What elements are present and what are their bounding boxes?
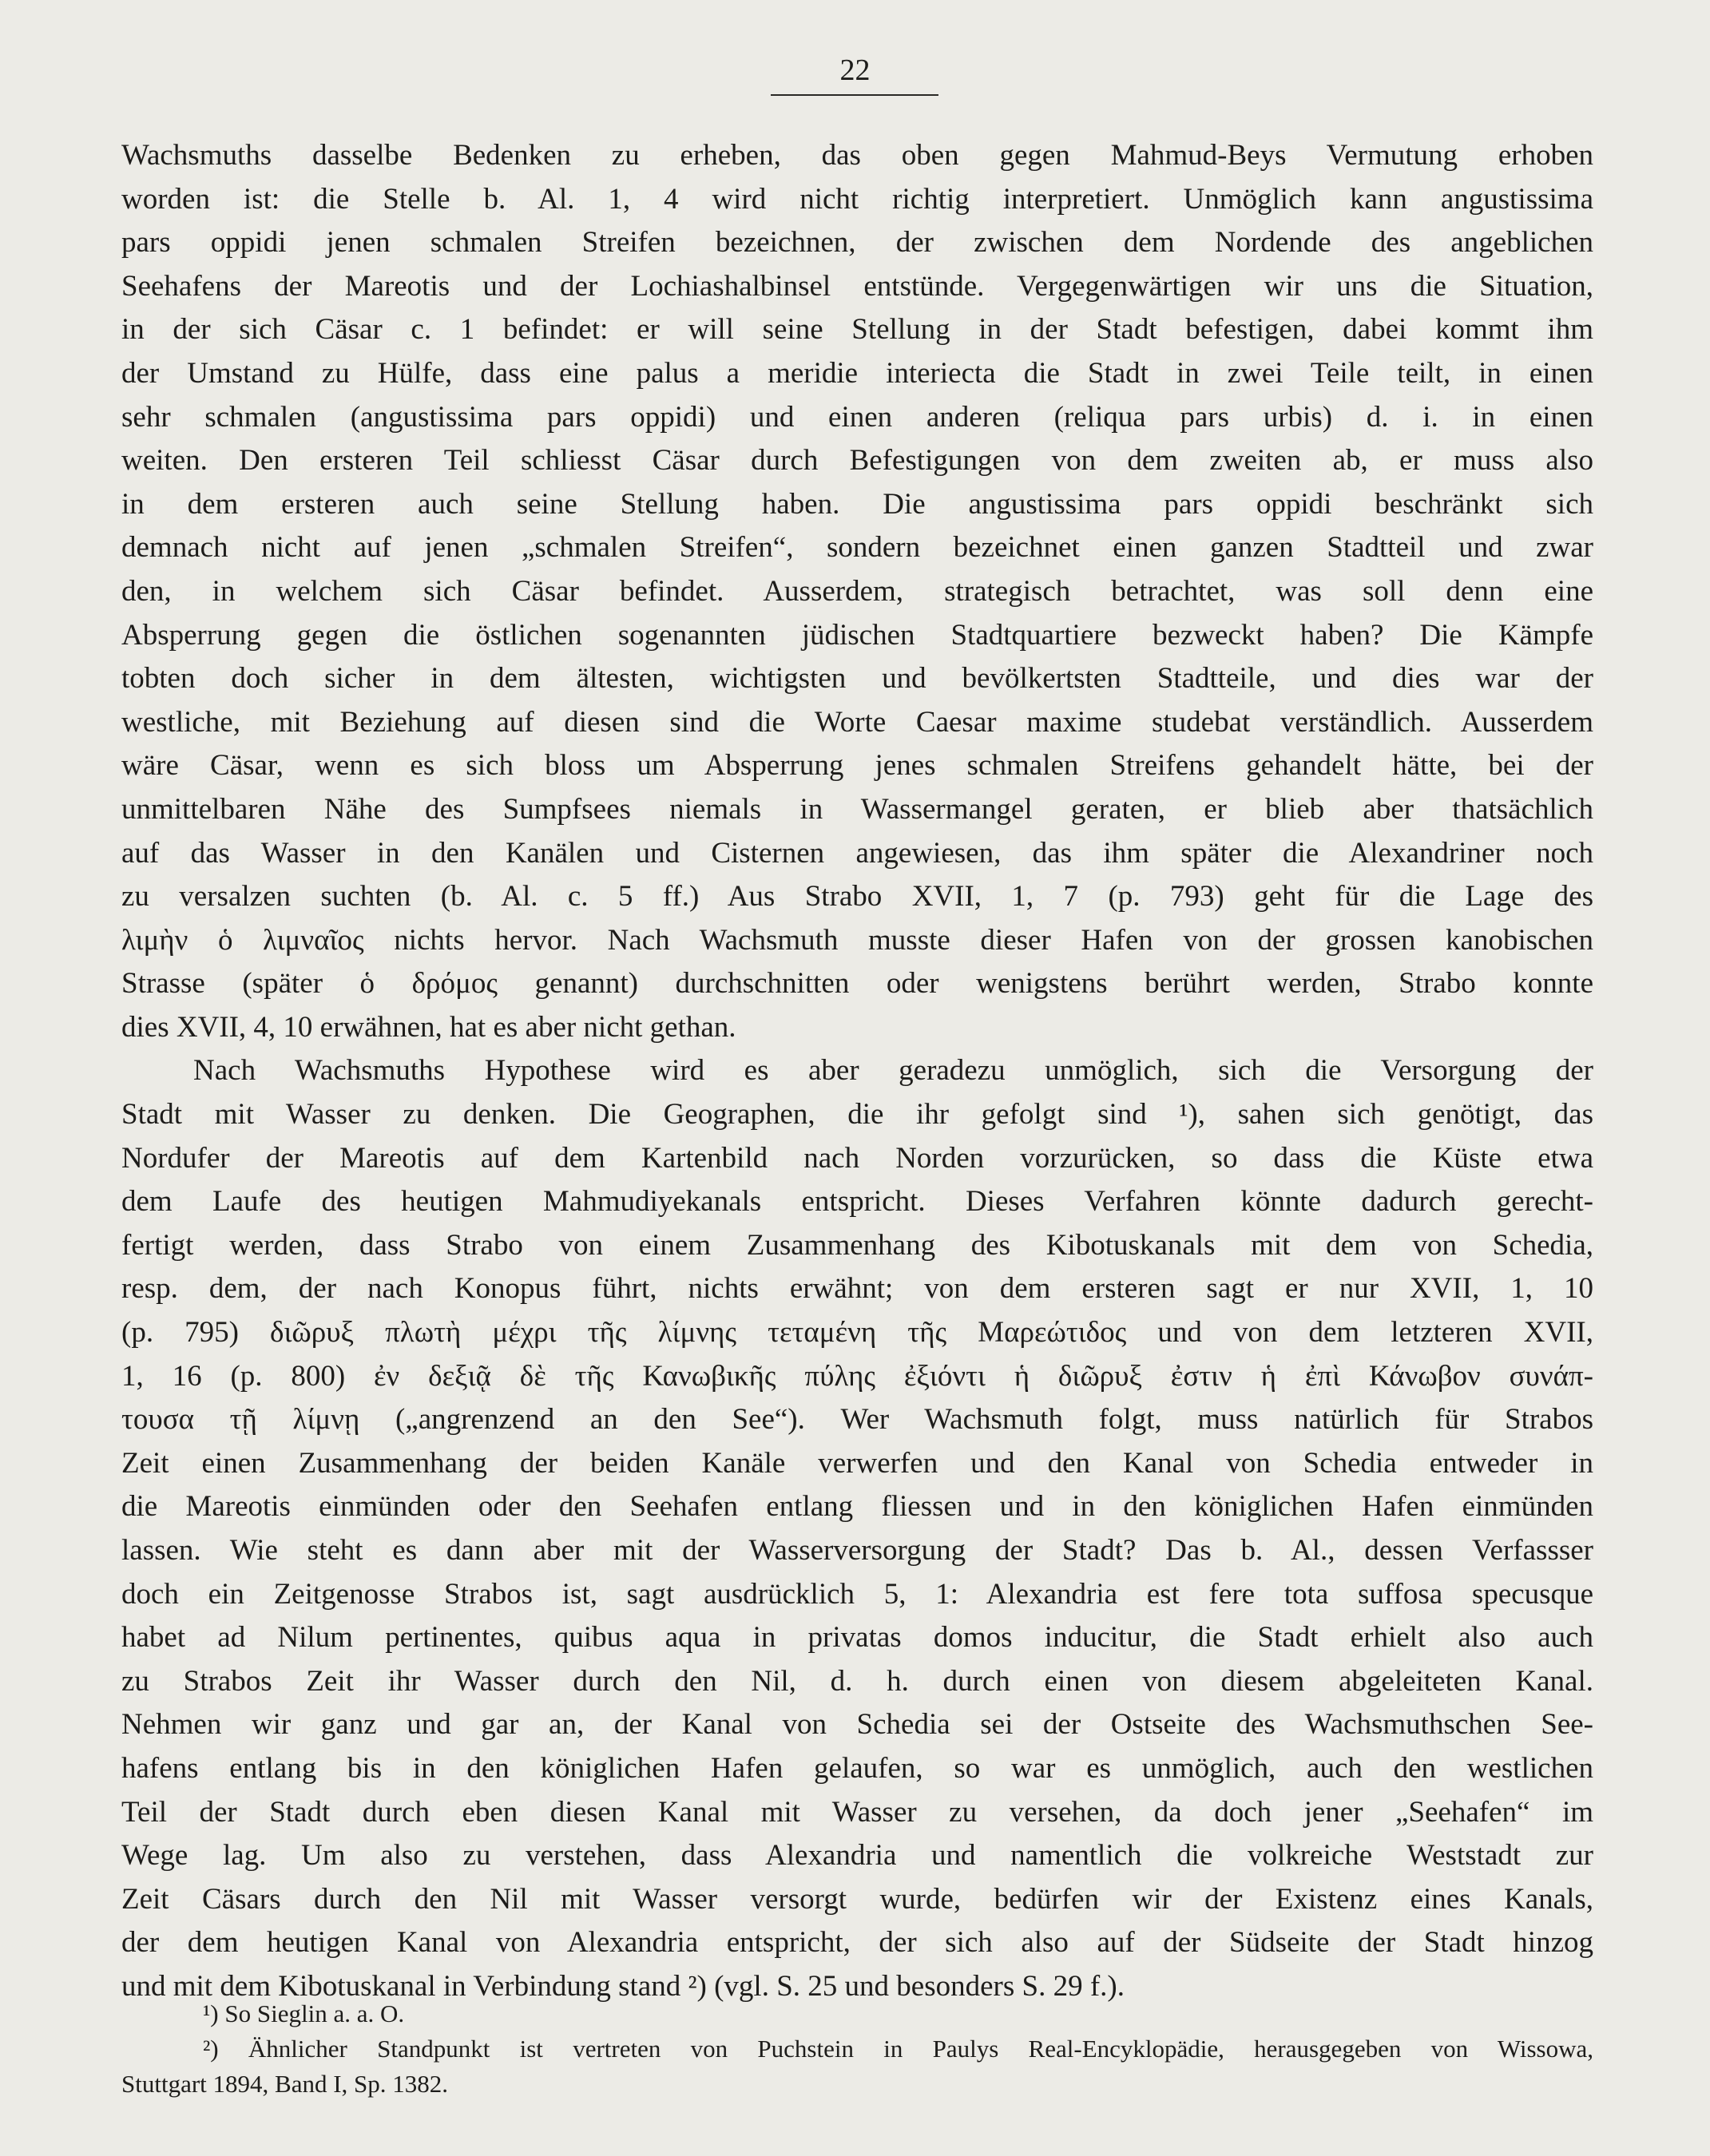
body-line-31: Zeit einen Zusammenhang der beiden Kanäle verwerfen und den Kanal von Schedia entweder in bbox=[121, 1446, 1593, 1480]
body-text bbox=[121, 134, 1593, 2009]
body-line-28: (p. 795) διῶρυξ πλωτὴ μέχρι τῆς λίμνης τεταμένη τῆς Μαρεώτιδος und von dem letzteren XVII, bbox=[121, 1316, 1593, 1349]
footnotes bbox=[121, 1996, 1593, 2102]
body-line-4: Seehafens der Mareotis und der Lochiashalbinsel entstünde. Vergegenwärtigen wir uns die Situation, bbox=[121, 269, 1593, 303]
body-line-6: der Umstand zu Hülfe, dass eine palus a meridie interiecta die Stadt in zwei Teile teilt, in einen bbox=[121, 356, 1593, 390]
body-line-34: doch ein Zeitgenosse Strabos ist, sagt ausdrücklich 5, 1: Alexandria est fere tota suffosa specusque bbox=[121, 1577, 1593, 1611]
body-line-5: in der sich Cäsar c. 1 befindet: er will seine Stellung in der Stadt befestigen, dabei kommt ihm bbox=[121, 313, 1593, 347]
footnote-2: ²) Ähnlicher Standpunkt ist vertreten von Puchstein in Paulys Real-Encyklopädie, herausgegeben von Wissowa, bbox=[203, 2035, 1593, 2063]
body-line-30: τουσα τῇ λίμνῃ („angrenzend an den See“). Wer Wachsmuth folgt, muss natürlich für Strabos bbox=[121, 1403, 1593, 1437]
body-line-26: fertigt werden, dass Strabo von einem Zusammenhang des Kibotuskanals mit dem von Schedia, bbox=[121, 1228, 1593, 1262]
page-number-rule bbox=[771, 94, 938, 96]
body-line-38: hafens entlang bis in den königlichen Hafen gelaufen, so war es unmöglich, auch den westlichen bbox=[121, 1751, 1593, 1785]
body-line-11: den, in welchem sich Cäsar befindet. Ausserdem, strategisch betrachtet, was soll denn eine bbox=[121, 574, 1593, 608]
body-line-29: 1, 16 (p. 800) ἐν δεξιᾷ δὲ τῆς Κανωβικῆς πύλης ἐξιόντι ἡ διῶρυξ ἐστιν ἡ ἐπὶ Κάνωβον συνάπ- bbox=[121, 1359, 1593, 1393]
body-line-3: pars oppidi jenen schmalen Streifen bezeichnen, der zwischen dem Nordende des angeblichen bbox=[121, 226, 1593, 260]
body-line-25: dem Laufe des heutigen Mahmudiyekanals entspricht. Dieses Verfahren könnte dadurch gerecht- bbox=[121, 1185, 1593, 1219]
body-line-1: Wachsmuths dasselbe Bedenken zu erheben, das oben gegen Mahmud-Beys Vermutung erhoben bbox=[121, 139, 1593, 172]
body-line-43: und mit dem Kibotuskanal in Verbindung stand ²) (vgl. S. 25 und besonders S. 29 f.). bbox=[121, 1969, 1125, 2003]
body-line-10: demnach nicht auf jenen „schmalen Streifen“, sondern bezeichnet einen ganzen Stadtteil und zwar bbox=[121, 531, 1593, 565]
body-line-24: Nordufer der Mareotis auf dem Kartenbild nach Norden vorzurücken, so dass die Küste etwa bbox=[121, 1141, 1593, 1175]
body-line-21: dies XVII, 4, 10 erwähnen, hat es aber nicht gethan. bbox=[121, 1010, 736, 1044]
footnote-1: ¹) So Sieglin a. a. O. bbox=[203, 1999, 405, 2027]
footnote-2-continued: Stuttgart 1894, Band I, Sp. 1382. bbox=[121, 2070, 449, 2098]
body-line-9: in dem ersteren auch seine Stellung haben. Die angustissima pars oppidi beschränkt sich bbox=[121, 487, 1593, 521]
body-line-20: Strasse (später ὁ δρόμος genannt) durchschnitten oder wenigstens berührt werden, Strabo konnte bbox=[121, 967, 1593, 1001]
body-line-12: Absperrung gegen die östlichen sogenannten jüdischen Stadtquartiere bezweckt haben? Die Kämpfe bbox=[121, 618, 1593, 652]
body-line-15: wäre Cäsar, wenn es sich bloss um Absperrung jenes schmalen Streifens gehandelt hätte, bei der bbox=[121, 749, 1593, 783]
body-line-8: weiten. Den ersteren Teil schliesst Cäsar durch Befestigungen von dem zweiten ab, er muss also bbox=[121, 444, 1593, 478]
body-line-41: Zeit Cäsars durch den Nil mit Wasser versorgt wurde, bedürfen wir der Existenz eines Kanals, bbox=[121, 1882, 1593, 1916]
body-line-27: resp. dem, der nach Konopus führt, nichts erwähnt; von dem ersteren sagt er nur XVII, 1, 10 bbox=[121, 1272, 1593, 1306]
body-line-7: sehr schmalen (angustissima pars oppidi) und einen anderen (reliqua pars urbis) d. i. in einen bbox=[121, 400, 1593, 434]
page-number: 22 bbox=[839, 54, 871, 87]
body-line-14: westliche, mit Beziehung auf diesen sind die Worte Caesar maxime studebat verständlich. Ausserdem bbox=[121, 705, 1593, 739]
body-line-40: Wege lag. Um also zu verstehen, dass Alexandria und namentlich die volkreiche Weststadt zur bbox=[121, 1839, 1593, 1873]
body-line-35: habet ad Nilum pertinentes, quibus aqua in privatas domos inducitur, die Stadt erhielt also auch bbox=[121, 1621, 1593, 1655]
body-line-23: Stadt mit Wasser zu denken. Die Geographen, die ihr gefolgt sind ¹), sahen sich genötigt, das bbox=[121, 1098, 1593, 1132]
body-line-22: Nach Wachsmuths Hypothese wird es aber geradezu unmöglich, sich die Versorgung der bbox=[193, 1054, 1593, 1088]
body-line-16: unmittelbaren Nähe des Sumpfsees niemals in Wassermangel geraten, er blieb aber thatsächlich bbox=[121, 792, 1593, 826]
body-line-36: zu Strabos Zeit ihr Wasser durch den Nil, d. h. durch einen von diesem abgeleiteten Kanal. bbox=[121, 1664, 1593, 1698]
body-line-39: Teil der Stadt durch eben diesen Kanal mit Wasser zu versehen, da doch jener „Seehafen“ im bbox=[121, 1795, 1593, 1829]
body-line-17: auf das Wasser in den Kanälen und Cisternen angewiesen, das ihm später die Alexandriner noch bbox=[121, 836, 1593, 870]
body-line-42: der dem heutigen Kanal von Alexandria entspricht, der sich also auf der Südseite der Stadt hinzog bbox=[121, 1926, 1593, 1960]
body-line-37: Nehmen wir ganz und gar an, der Kanal von Schedia sei der Ostseite des Wachsmuthschen See- bbox=[121, 1708, 1593, 1742]
body-line-19: λιμὴν ὁ λιμναῖος nichts hervor. Nach Wachsmuth musste dieser Hafen von der grossen kanobischen bbox=[121, 923, 1593, 957]
body-line-2: worden ist: die Stelle b. Al. 1, 4 wird nicht richtig interpretiert. Unmöglich kann angustissima bbox=[121, 182, 1593, 216]
body-line-33: lassen. Wie steht es dann aber mit der Wasserversorgung der Stadt? Das b. Al., dessen Verfassser bbox=[121, 1534, 1593, 1567]
body-line-32: die Mareotis einmünden oder den Seehafen entlang fliessen und in den königlichen Hafen einmünden bbox=[121, 1490, 1593, 1524]
body-line-18: zu versalzen suchten (b. Al. c. 5 ff.) Aus Strabo XVII, 1, 7 (p. 793) geht für die Lage des bbox=[121, 880, 1593, 914]
body-line-13: tobten doch sicher in dem ältesten, wichtigsten und bevölkertsten Stadtteile, und dies war der bbox=[121, 662, 1593, 696]
